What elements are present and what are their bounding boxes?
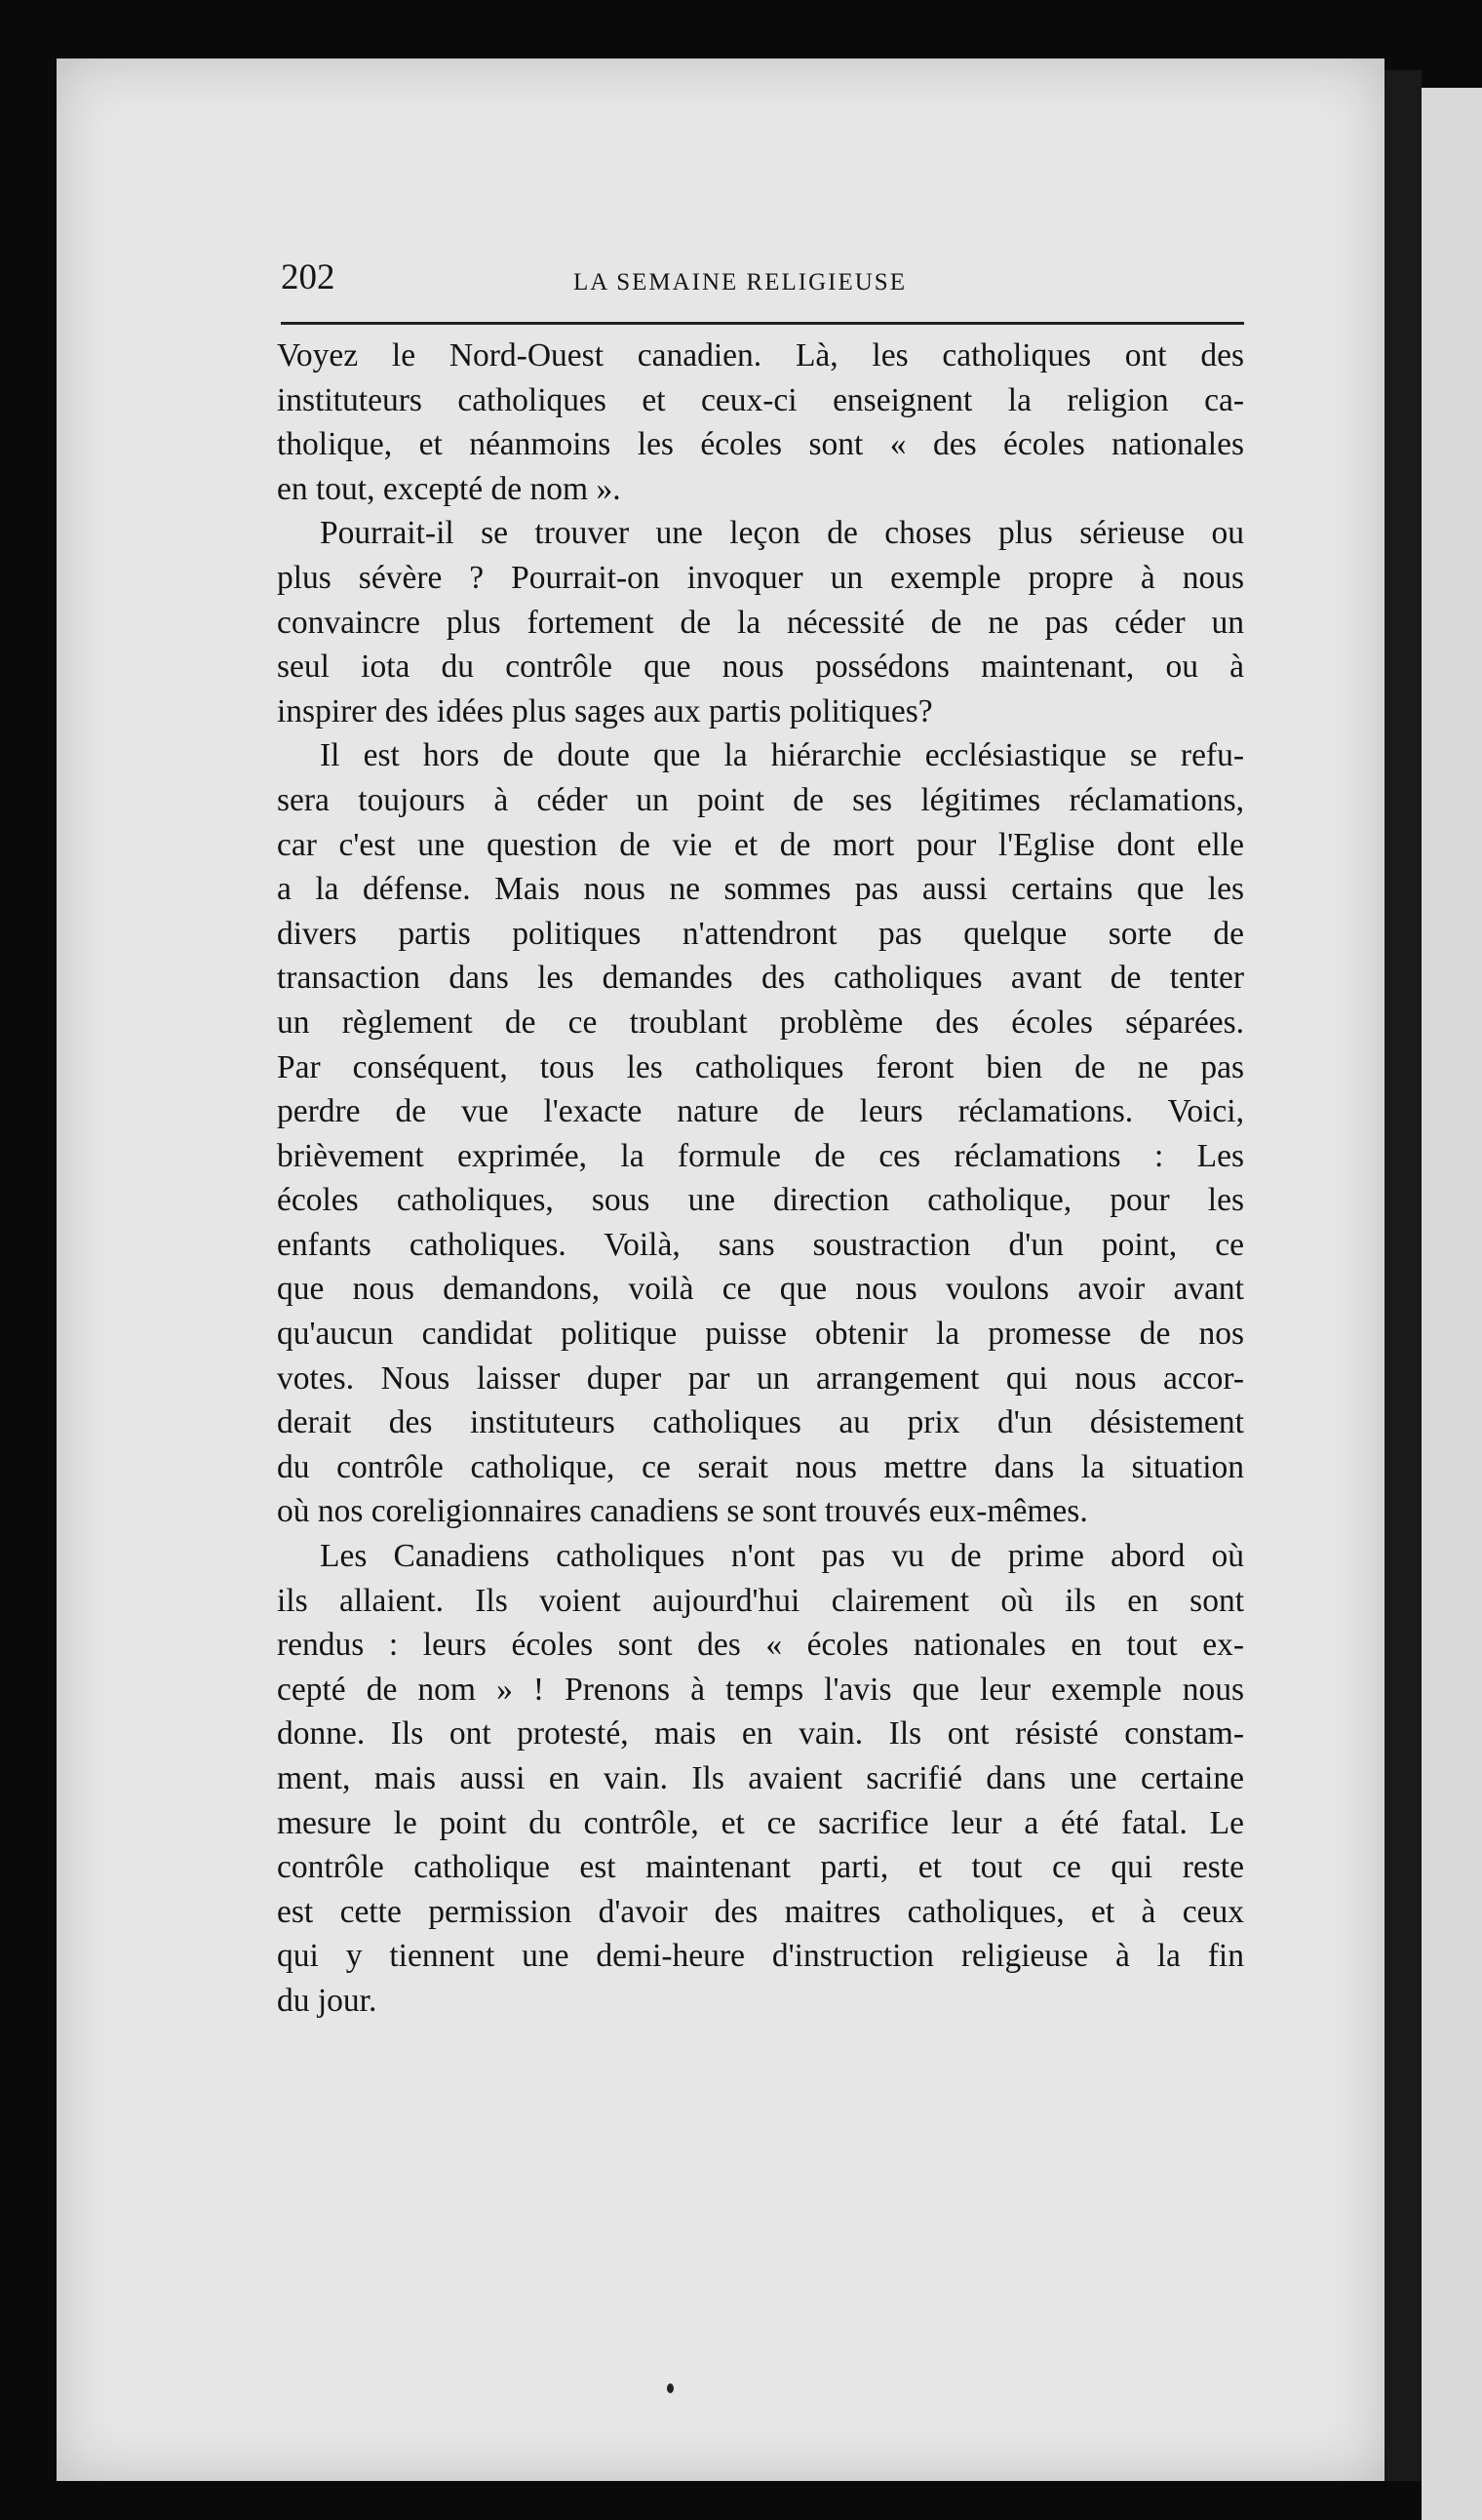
text-line: du jour. — [277, 1982, 377, 2019]
text-line: rendus : leurs écoles sont des « écoles nationales en tout ex- — [277, 1627, 1244, 1664]
text-line: derait des instituteurs catholiques au prix d'un désistement — [277, 1404, 1244, 1441]
page-header — [281, 256, 1244, 315]
running-title: LA SEMAINE RELIGIEUSE — [573, 269, 907, 295]
text-line: Voyez le Nord-Ouest canadien. Là, les catholiques ont des — [277, 337, 1244, 374]
text-line: cepté de nom » ! Prenons à temps l'avis que leur exemple nous — [277, 1671, 1244, 1708]
text-line: que nous demandons, voilà ce que nous voulons avoir avant — [277, 1271, 1244, 1308]
header-rule — [281, 322, 1244, 325]
text-line: sera toujours à céder un point de ses légitimes réclamations, — [277, 781, 1244, 818]
text-line: écoles catholiques, sous une direction catholique, pour les — [277, 1182, 1244, 1219]
text-line: un règlement de ce troublant problème des écoles séparées. — [277, 1004, 1244, 1041]
text-line: instituteurs catholiques et ceux-ci enseignent la religion ca- — [277, 381, 1244, 418]
text-line: tholique, et néanmoins les écoles sont « des écoles nationales — [277, 426, 1244, 463]
page-number: 202 — [281, 257, 335, 297]
ink-speck — [667, 2383, 674, 2393]
text-line: transaction dans les demandes des catholiques avant de tenter — [277, 960, 1244, 997]
text-line: convaincre plus fortement de la nécessité de ne pas céder un — [277, 604, 1244, 641]
text-line: brièvement exprimée, la formule de ces réclamations : Les — [277, 1137, 1244, 1174]
text-line: ment, mais aussi en vain. Ils avaient sacrifié dans une certaine — [277, 1760, 1244, 1796]
text-line: qui y tiennent une demi-heure d'instruction religieuse à la fin — [277, 1938, 1244, 1975]
text-line: donne. Ils ont protesté, mais en vain. Ils ont résisté constam- — [277, 1715, 1244, 1752]
text-line: contrôle catholique est maintenant parti, et tout ce qui reste — [277, 1849, 1244, 1886]
text-line: plus sévère ? Pourrait-on invoquer un exemple propre à nous — [277, 559, 1244, 596]
text-line: en tout, excepté de nom ». — [277, 470, 621, 507]
text-line: enfants catholiques. Voilà, sans soustraction d'un point, ce — [277, 1226, 1244, 1263]
text-line: Par conséquent, tous les catholiques feront bien de ne pas — [277, 1048, 1244, 1085]
text-line: qu'aucun candidat politique puisse obtenir la promesse de nos — [277, 1316, 1244, 1353]
text-line: du contrôle catholique, ce serait nous mettre dans la situation — [277, 1448, 1244, 1485]
text-line: Il est hors de doute que la hiérarchie ecclésiastique se refu- — [320, 737, 1244, 774]
text-line: Pourrait-il se trouver une leçon de choses plus sérieuse ou — [320, 515, 1244, 552]
text-line: car c'est une question de vie et de mort pour l'Eglise dont elle — [277, 826, 1244, 863]
text-line: Les Canadiens catholiques n'ont pas vu de prime abord où — [320, 1538, 1244, 1575]
text-line: perdre de vue l'exacte nature de leurs réclamations. Voici, — [277, 1093, 1244, 1130]
text-line: divers partis politiques n'attendront pas quelque sorte de — [277, 915, 1244, 952]
text-line: inspirer des idées plus sages aux partis politiques? — [277, 692, 933, 729]
text-line: mesure le point du contrôle, et ce sacrifice leur a été fatal. Le — [277, 1804, 1244, 1841]
text-line: seul iota du contrôle que nous possédons maintenant, ou à — [277, 649, 1244, 686]
text-line: ils allaient. Ils voient aujourd'hui clairement où ils en sont — [277, 1582, 1244, 1619]
text-line: votes. Nous laisser duper par un arrangement qui nous accor- — [277, 1359, 1244, 1397]
text-line: où nos coreligionnaires canadiens se sont trouvés eux-mêmes. — [277, 1493, 1088, 1530]
text-line: est cette permission d'avoir des maitres catholiques, et à ceux — [277, 1893, 1244, 1930]
body-text — [277, 334, 1244, 2024]
page-edge-shadow — [1384, 70, 1422, 2481]
text-line: a la défense. Mais nous ne sommes pas aussi certains que les — [277, 871, 1244, 908]
facing-page-edge — [1422, 88, 1482, 2520]
